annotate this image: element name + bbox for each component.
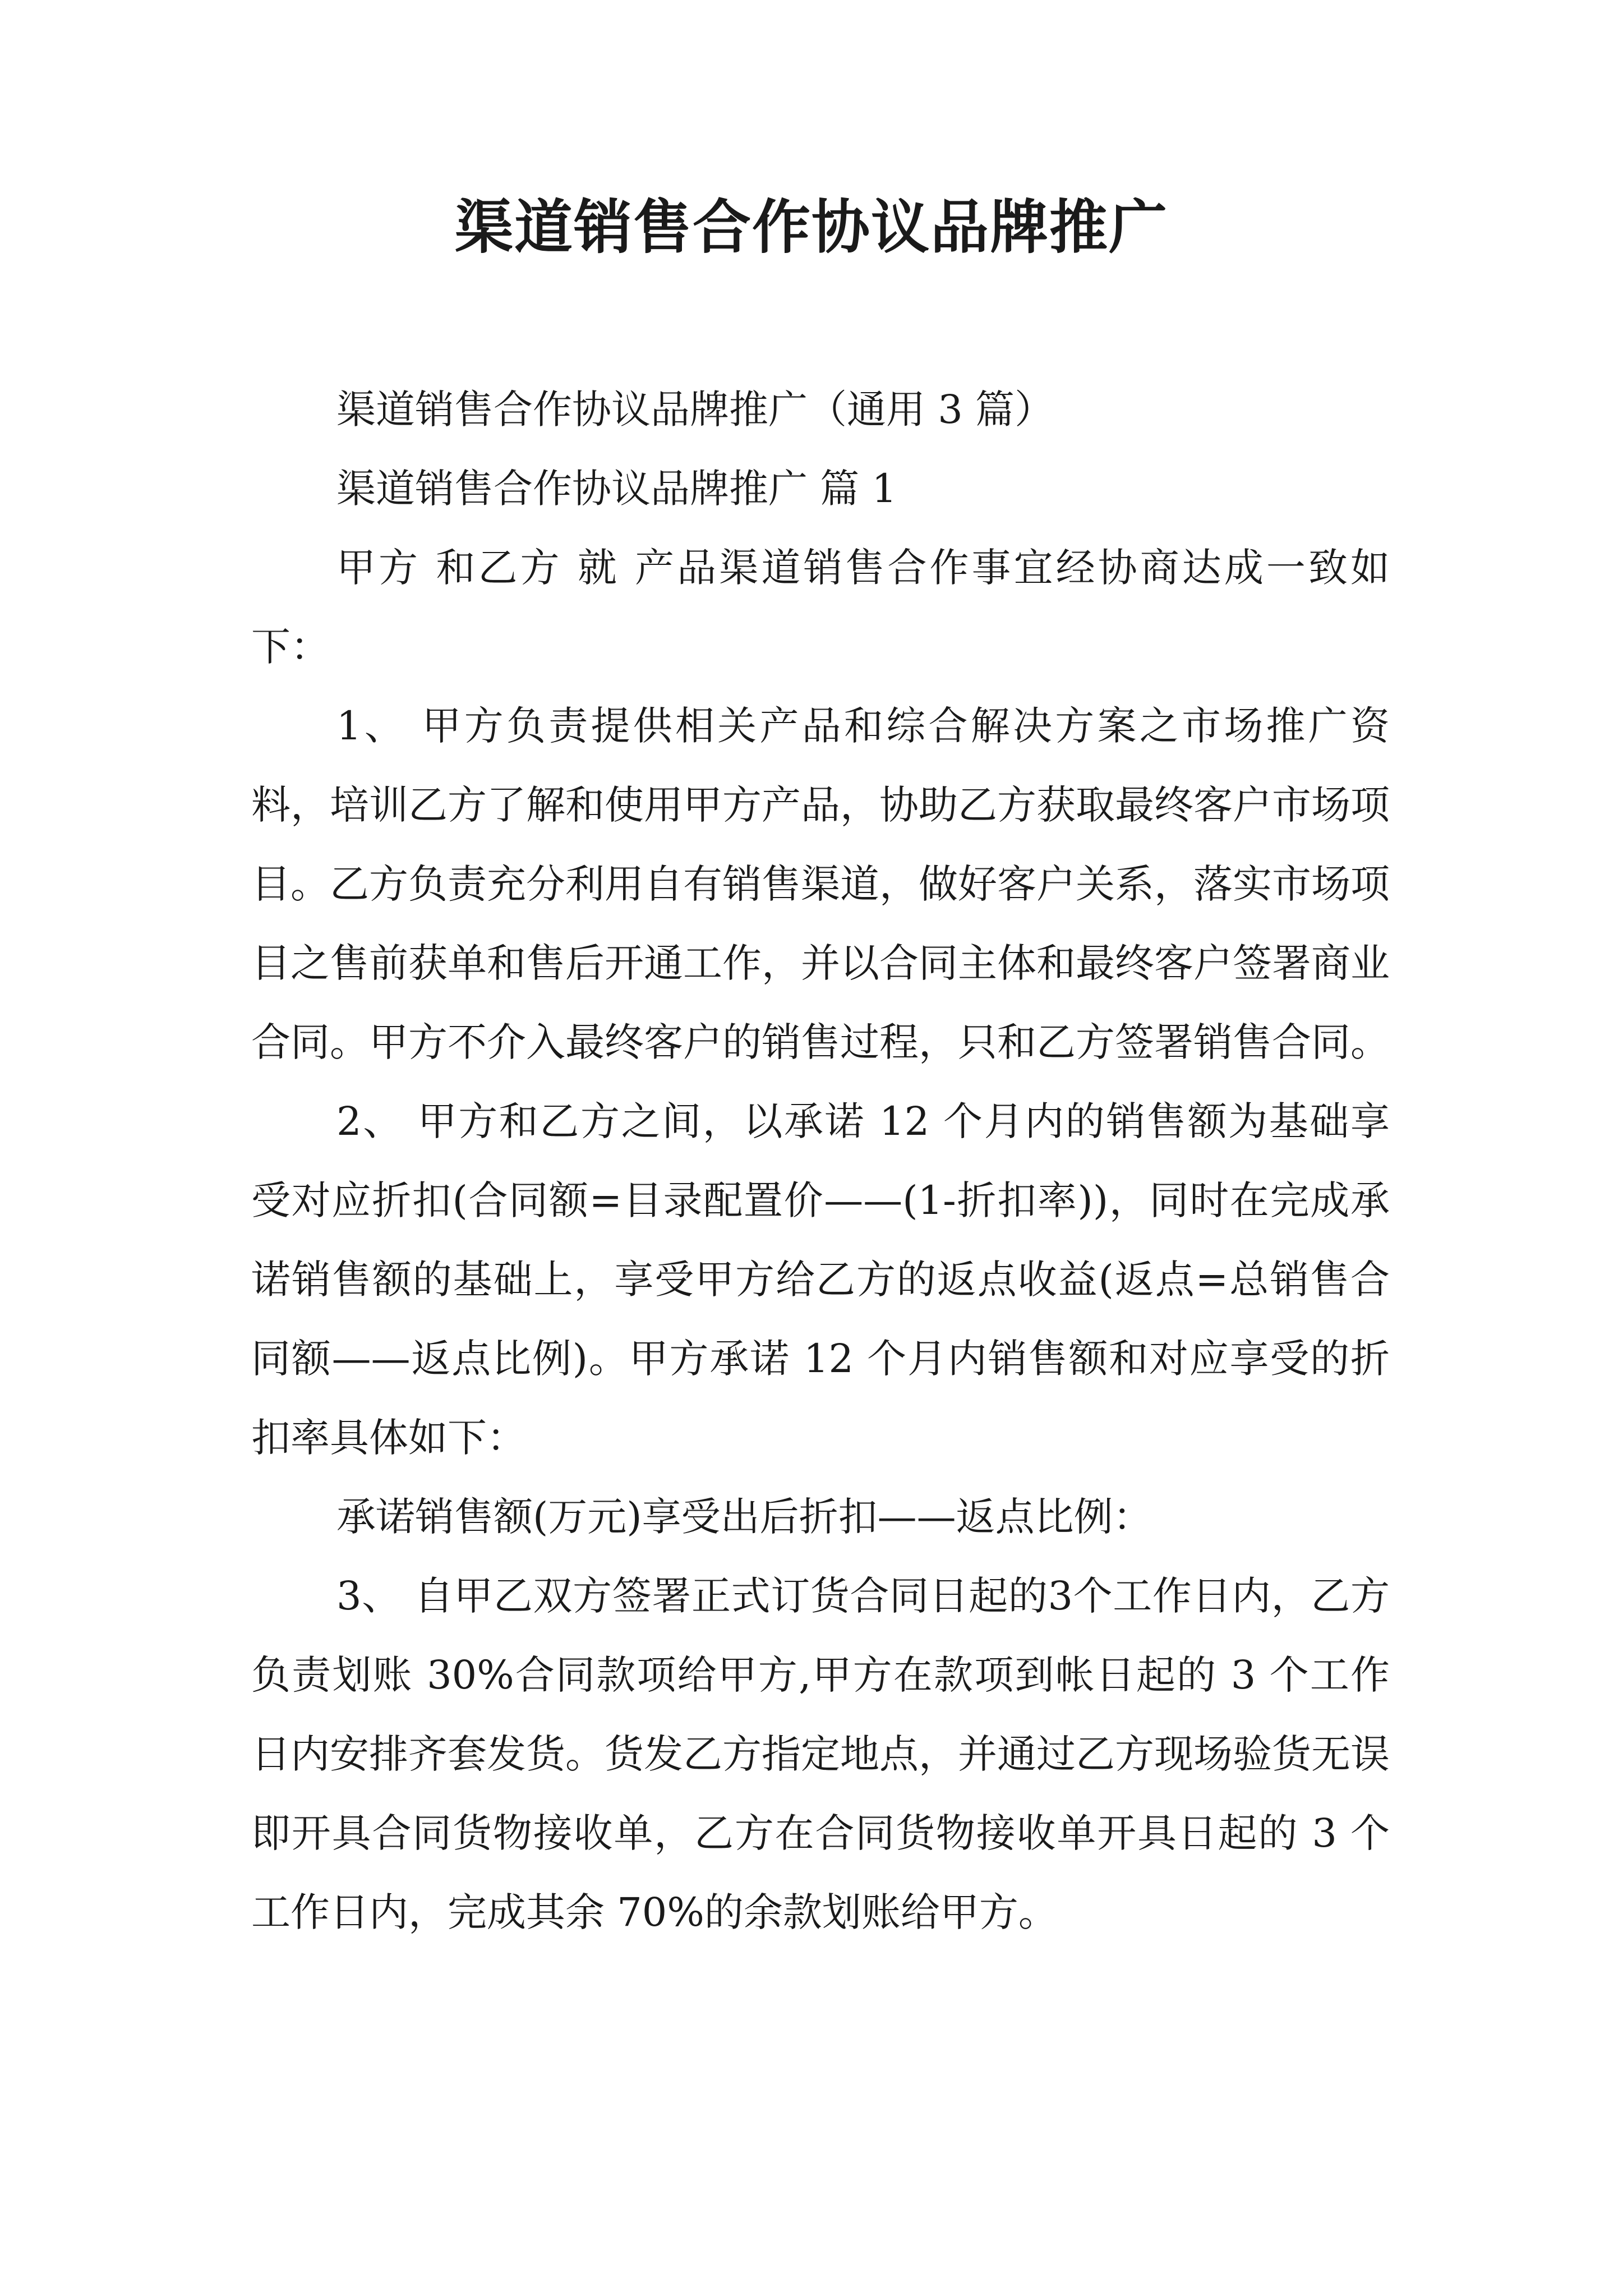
paragraph-clause-2: 2、 甲方和乙方之间，以承诺 12 个月内的销售额为基础享受对应折扣(合同额=目录配置价——(1-折扣率))，同时在完成承诺销售额的基础上，享受甲方给乙方的返点收益(返点=总销售合同额——返点比例)。甲方承诺 12 个月内销售额和对应享受的折扣率具体如下： xyxy=(251,1098,1390,1461)
paragraph-section-heading: 渠道销售合作协议品牌推广 篇 1 xyxy=(336,466,897,512)
paragraph-discount-note: 承诺销售额(万元)享受出后折扣——返点比例： xyxy=(336,1494,1152,1540)
paragraph-subtitle: 渠道销售合作协议品牌推广（通用 3 篇） xyxy=(336,386,1054,432)
paragraph-clause-3: 3、 自甲乙双方签署正式订货合同日起的3个工作日内，乙方负责划账 30%合同款项给甲方,甲方在款项到帐日起的 3 个工作日内安排齐套发货。货发乙方指定地点，并通过乙方现场验货无误即开具合同货物接收单，乙方在合同货物接收单开具日起的 3 个工作日内，完成其余 70%的余款划账给甲方。 xyxy=(251,1573,1390,1935)
paragraph-intro: 甲方 和乙方 就 产品渠道销售合作事宜经协商达成一致如下： xyxy=(251,545,1390,670)
paragraph-clause-1: 1、 甲方负责提供相关产品和综合解决方案之市场推广资料，培训乙方了解和使用甲方产品，协助乙方获取最终客户市场项目。乙方负责充分利用自有销售渠道，做好客户关系，落实市场项目之售前获单和售后开通工作，并以合同主体和最终客户签署商业合同。甲方不介入最终客户的销售过程，只和乙方签署销售合同。 xyxy=(251,703,1390,1065)
document-body xyxy=(251,370,1390,1952)
document-title: 渠道销售合作协议品牌推广 xyxy=(454,193,1168,261)
